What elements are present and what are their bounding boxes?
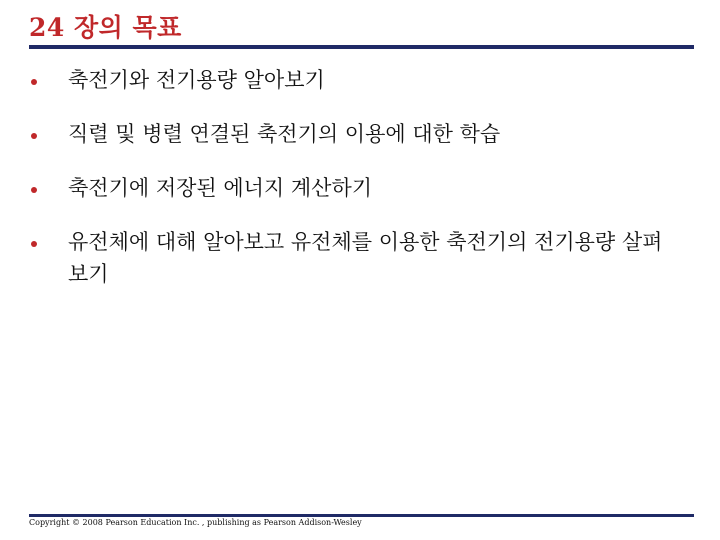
objective-item	[31, 118, 681, 150]
slide-title: 24 장의 목표	[29, 13, 182, 42]
title-divider	[29, 45, 694, 49]
bullet-icon	[31, 79, 37, 85]
objective-text: 직렬 및 병렬 연결된 축전기의 이용에 대한 학습	[68, 122, 501, 146]
objective-text: 축전기와 전기용량 알아보기	[68, 68, 325, 92]
objective-item	[31, 226, 681, 290]
objective-item	[31, 172, 681, 204]
bullet-icon	[31, 241, 37, 247]
footer-divider	[29, 514, 694, 517]
objective-text: 축전기에 저장된 에너지 계산하기	[68, 176, 373, 200]
copyright-footer: Copyright © 2008 Pearson Education Inc. , publishing as Pearson Addison-Wesley	[29, 518, 362, 527]
objective-text: 유전체에 대해 알아보고 유전체를 이용한 축전기의 전기용량 살펴보기	[68, 230, 663, 286]
objectives-list	[31, 64, 681, 312]
bullet-icon	[31, 133, 37, 139]
objective-item	[31, 64, 681, 96]
bullet-icon	[31, 187, 37, 193]
